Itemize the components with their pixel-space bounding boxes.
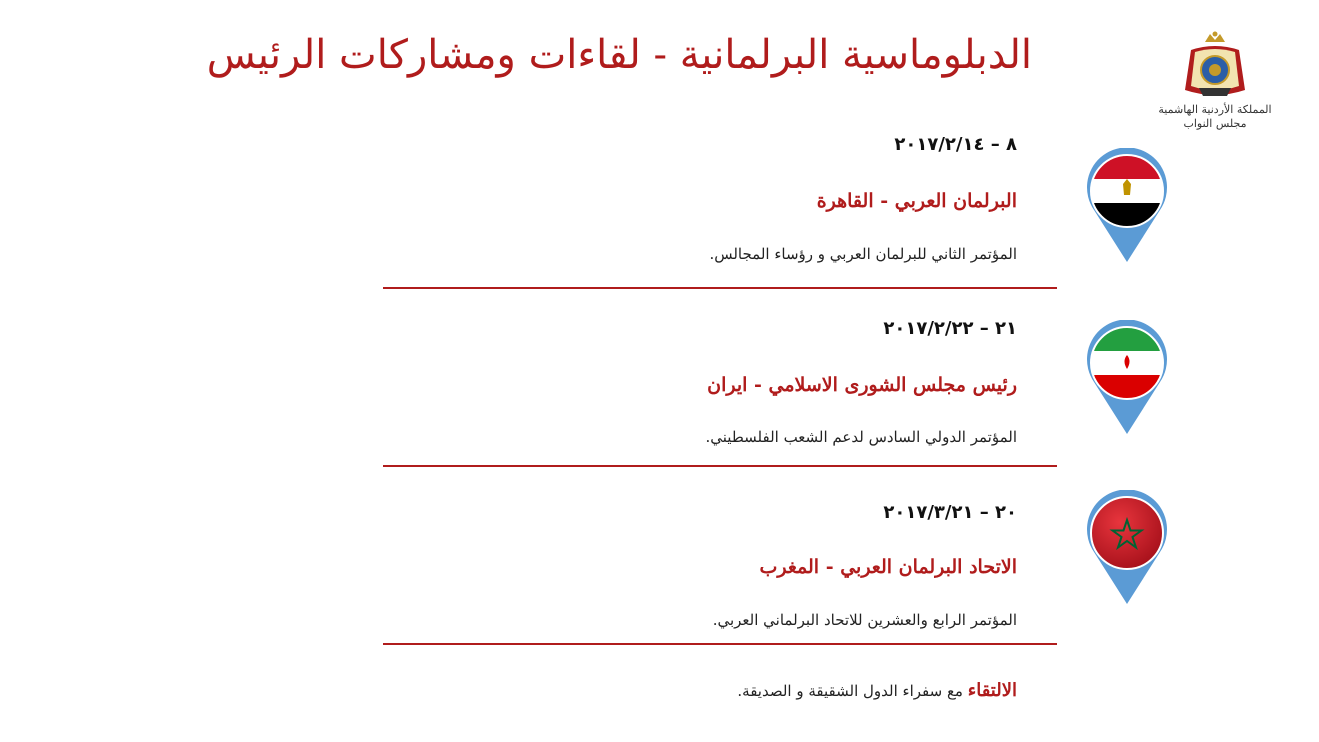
- entry-3-date: ٢٠ – ٢٠١٧/٣/٢١: [883, 502, 1017, 523]
- morocco-flag-icon: [1082, 490, 1172, 605]
- entry-3-description: المؤتمر الرابع والعشرين للاتحاد البرلماني العربي.: [712, 611, 1017, 629]
- entry-1-heading: البرلمان العربي - القاهرة: [816, 190, 1017, 212]
- divider: [383, 465, 1057, 467]
- footer-bold-word: الالتقاء: [967, 680, 1017, 701]
- footer-rest: مع سفراء الدول الشقيقة و الصديقة.: [737, 682, 968, 700]
- egypt-flag-icon: [1082, 148, 1172, 263]
- entry-1-date: ٨ – ٢٠١٧/٢/١٤: [894, 134, 1017, 155]
- entry-2-date: ٢١ – ٢٠١٧/٢/٢٢: [883, 318, 1017, 339]
- entry-3-heading: الاتحاد البرلمان العربي - المغرب: [759, 556, 1017, 578]
- divider: [383, 643, 1057, 645]
- entry-2-description: المؤتمر الدولي السادس لدعم الشعب الفلسطيني.: [705, 428, 1017, 446]
- iran-flag-icon: [1082, 320, 1172, 435]
- logo-caption: [1150, 103, 1280, 131]
- entry-2-heading: رئيس مجلس الشورى الاسلامي - ايران: [707, 374, 1017, 396]
- divider: [383, 287, 1057, 289]
- entry-1-description: المؤتمر الثاني للبرلمان العربي و رؤساء المجالس.: [709, 245, 1017, 263]
- logo-caption-line1: المملكة الأردنية الهاشمية: [1158, 103, 1272, 116]
- page-title: الدبلوماسية البرلمانية - لقاءات ومشاركات الرئيس: [206, 32, 1032, 78]
- logo-caption-line2: مجلس النواب: [1183, 117, 1247, 130]
- footer-note: [737, 680, 1017, 701]
